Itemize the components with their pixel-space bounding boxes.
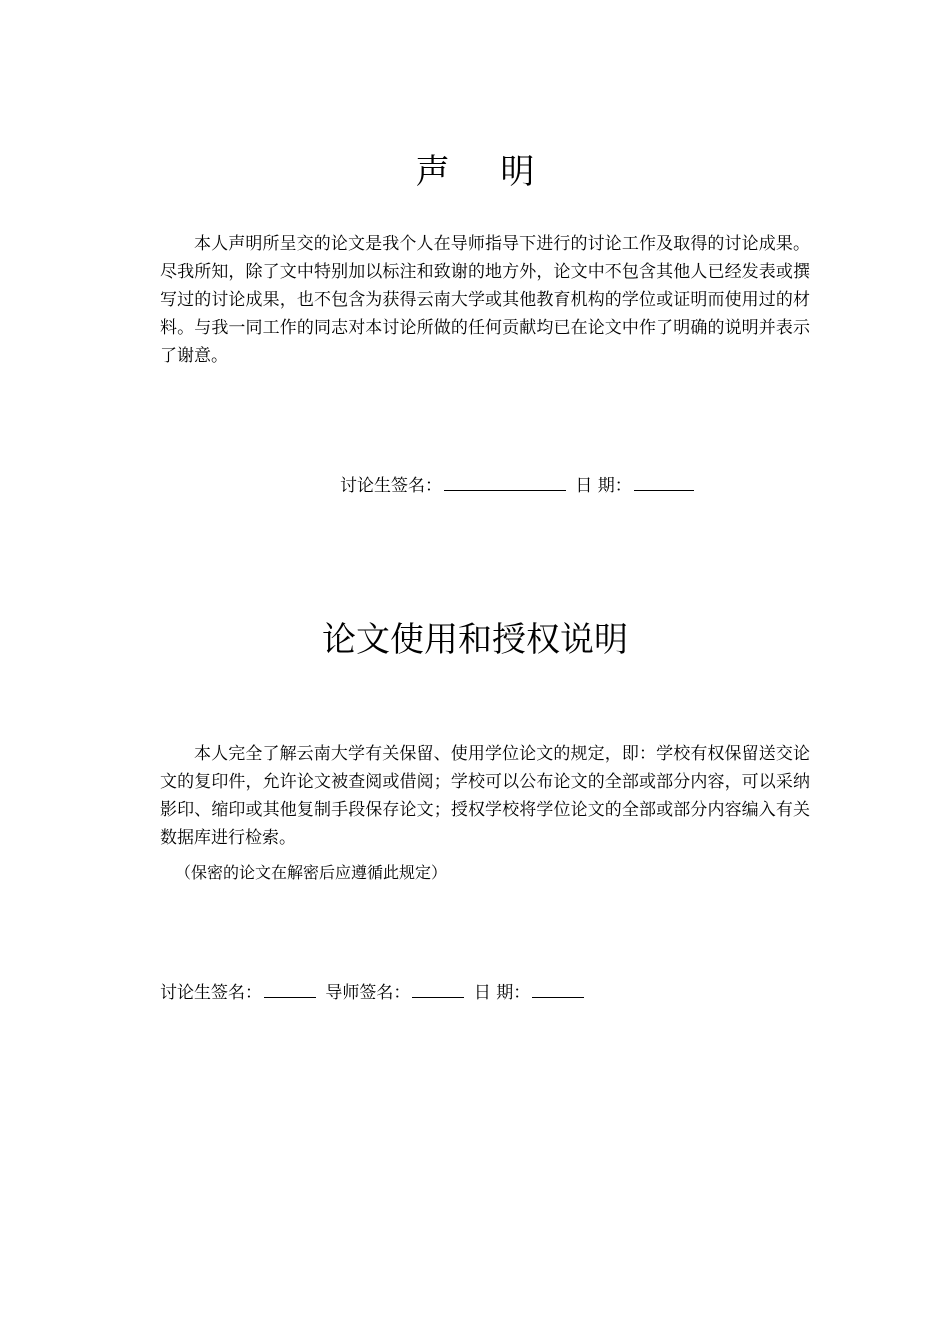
date-blank[interactable] (634, 472, 694, 491)
confidential-note: （保密的论文在解密后应遵循此规定） (175, 863, 448, 882)
advisor-signature-label: 导师签名： (325, 983, 411, 1003)
date-label: 日 期： (473, 983, 531, 1003)
student-signature-blank[interactable] (264, 979, 316, 998)
advisor-signature-blank[interactable] (412, 979, 464, 998)
date-blank[interactable] (532, 979, 584, 998)
date-label: 日 期： (575, 476, 632, 496)
authorization-paragraph: 本人完全了解云南大学有关保留、使用学位论文的规定，即：学校有权保留送交论文的复印件，允许论文被查阅或借阅；学校可以公布论文的全部或部分内容，可以采纳影印、缩印或其他复制手段保存论文；授权学校将学位论文的全部或部分内容编入有关数据库进行检索。 (160, 744, 810, 848)
authorization-title: 论文使用和授权说明 (322, 620, 628, 660)
student-signature-blank[interactable] (444, 472, 566, 491)
student-signature-label: 讨论生签名： (340, 476, 442, 496)
authorization-signature-line (160, 979, 588, 1006)
student-signature-label: 讨论生签名： (160, 983, 262, 1003)
declaration-title: 声 明 (415, 152, 555, 192)
declaration-paragraph: 本人声明所呈交的论文是我个人在导师指导下进行的讨论工作及取得的讨论成果。尽我所知，除了文中特别加以标注和致谢的地方外，论文中不包含其他人已经发表或撰写过的讨论成果，也不包含为获得云南大学或其他教育机构的学位或证明而使用过的材料。与我一同工作的同志对本讨论所做的任何贡献均已在论文中作了明确的说明并表示了谢意。 (160, 234, 810, 366)
declaration-signature-line (340, 472, 698, 499)
